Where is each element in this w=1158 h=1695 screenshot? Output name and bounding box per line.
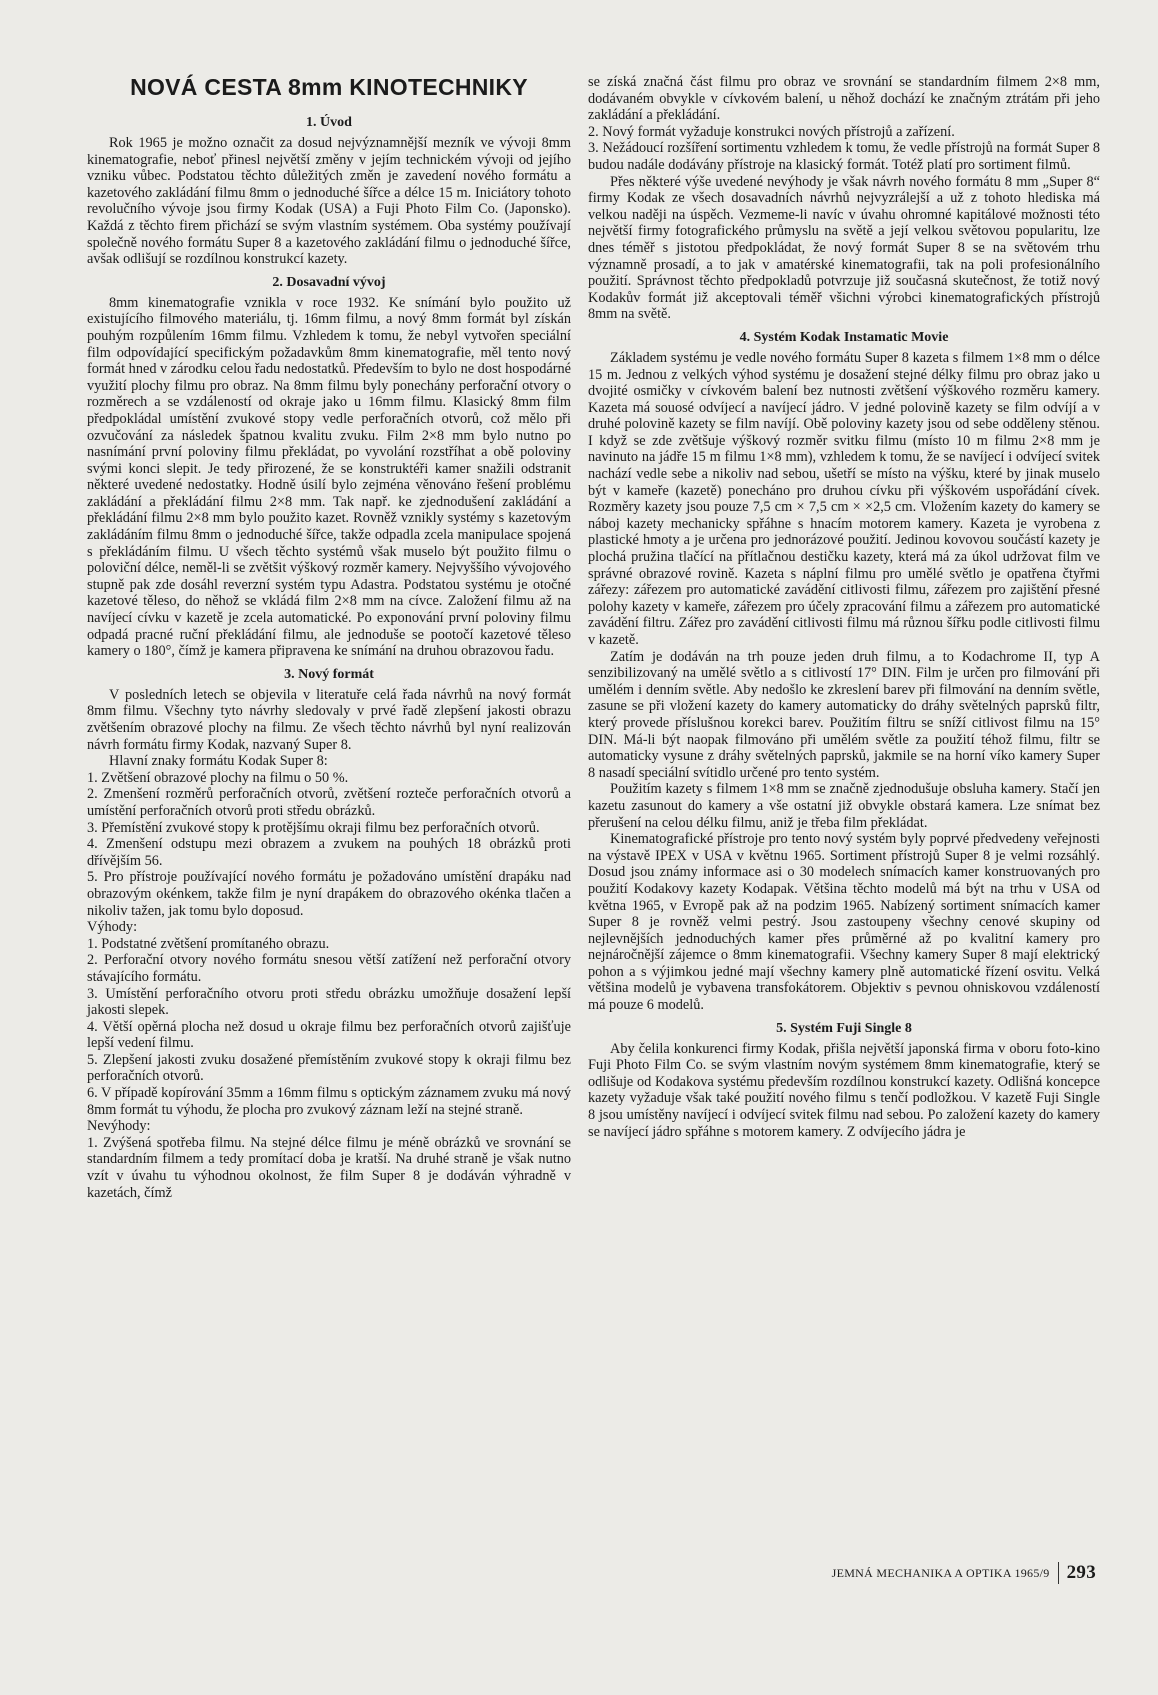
page-footer — [832, 1562, 1096, 1584]
list-item: se získá značná část filmu pro obraz ve srovnání se standardním filmem 2×8 mm, dodávaném obvykle v cívkovém balení, u něhož dochází ke značným ztrátám při jeho zakládání a překládání. — [588, 74, 1100, 124]
section-heading-3: 3. Nový formát — [284, 666, 374, 682]
right-column — [588, 74, 1100, 1140]
list-item: 2. Nový formát vyžaduje konstrukci nových přístrojů a zařízení. — [588, 123, 955, 140]
footer-divider — [1058, 1562, 1059, 1584]
list-item: 2. Zmenšení rozměrů perforačních otvorů, zvětšení rozteče perforačních otvorů a umístění perforačních otvorů proti středu obrázků. — [87, 786, 571, 819]
paragraph: Základem systému je vedle nového formátu Super 8 kazeta s filmem 1×8 mm o délce 15 m. Jednou z velkých výhod systému je dosažení stejné délky filmu pro obraz jako u dvojité osmičky v cívkovém balení bez nutnosti zvětšení výškového rozměru kamery. Kazeta má souosé odvíjecí a navíjecí jádro. V jedné polovině kazety se film odvíjí a v druhé polovině kazety se film navíjí. Obě poloviny kazety jsou od sebe odděleny stěnou. I když se zde zvětšuje výškový rozměr svitku filmu (místo 10 m filmu 2×8 mm je navinuto na jádře 15 m filmu 1×8 mm), vzhledem k tomu, že se navíjecí i odvíjecí svitek nachází vedle sebe a nikoliv nad sebou, ušetří se místo na výšku, které by jinak muselo být v kameře (kazetě) ponecháno pro druhou cívku při výškovém uspořádání cívek. Rozměry kazety jsou pouze 7,5 cm × 7,5 cm × ×2,5 cm. Vložením kazety do kamery se náboj kazety mechanicky spřáhne s hnacím motorem kamery. Kazeta je vyrobena z plastické hmoty a je určena pro jednorázové použití. Jedinou kovovou součástí kazety je plochá pružina tlačící na přítlačnou destičku kazety, která má za úkol udržovat film ve správné obrazové rovině. Kazeta s náplní filmu pro umělé světlo je opatřena čtyřmi zářezy: zářezem pro automatické zavádění citlivosti filmu, zářezem pro zajištění přesné polohy kazety v kameře, zářezem pro účely zpracování filmu a zářezem pro automatické zavádění filtru. Zářez pro zavádění citlivosti filmu má různou šířku podle citlivosti filmu v kazetě. — [588, 349, 1100, 648]
list-item: 4. Zmenšení odstupu mezi obrazem a zvukem na pouhých 18 obrázků proti dřívějším 56. — [87, 836, 571, 869]
list-item: 5. Zlepšení jakosti zvuku dosažené přemístěním zvukové stopy k okraji filmu bez perforačních otvorů. — [87, 1051, 571, 1085]
list-item: 3. Nežádoucí rozšíření sortimentu vzhledem k tomu, že vedle přístrojů na formát Super 8 budou nadále dodávány přístroje na klasický formát. Totéž platí pro sortiment filmů. — [588, 140, 1100, 173]
list-item: 1. Zvětšení obrazové plochy na filmu o 50 %. — [87, 769, 349, 786]
list-label: Výhody: — [87, 919, 138, 936]
list-item: 4. Větší opěrná plocha než dosud u okraje filmu bez perforačních otvorů zajišťuje lepší vedení filmu. — [87, 1018, 571, 1052]
paragraph: Aby čelila konkurenci firmy Kodak, přišla největší japonská firma v oboru foto-kino Fuji Photo Film Co. se svým vlastním novým systémem 8mm kinematografie, který se odlišuje od Kodakova systému především rozdílnou konstrukcí kazety. Odlišná koncepce kazety vyžaduje však také použití nového filmu s tenčí podložkou. V kazetě Fuji Single 8 jsou umístěny navíjecí i odvíjecí svitek filmu nad sebou. Po založení kazety do kamery se navíjecí jádro spřáhne s motorem kamery. Z odvíjecího jádra je — [588, 1040, 1100, 1140]
list-item: 3. Přemístění zvukové stopy k protějšímu okraji filmu bez perforačních otvorů. — [87, 819, 540, 836]
section-heading-1: 1. Úvod — [306, 115, 352, 130]
continued-list — [588, 74, 1100, 174]
paragraph: Přes některé výše uvedené nevýhody je však návrh nového formátu 8 mm „Super 8“ firmy Kodak ze všech dosavadních návrhů nejvyzrálejší a už z tohoto hlediska má velkou naději na úspěch. Vezmeme-li navíc v úvahu ohromné kapitálové možnosti této největší firmy fotografického průmyslu na světě a její velkou světovou popularitu, lze dnes téměř s jistotou předpokládat, že nový formát Super 8 se na světovém trhu významně prosadí, a to jak v amatérské kinematografii, tak na poli profesionálního použití. Správnost těchto předpokladů potvrzuje již současná skutečnost, že totiž nový Kodakův formát již akceptovali téměř všichni výrobci kinematografických přístrojů 8mm na světě. — [588, 173, 1100, 323]
paragraph: 8mm kinematografie vznikla v roce 1932. Ke snímání bylo použito už existujícího filmového materiálu, tj. 16mm filmu, a nový 8mm formát byl získán pouhým rozpůlením 16mm filmu. Vzhledem k tomu, že nebyl vytvořen speciální film odpovídající specifickým požadavkům 8mm kinematografie, měl tento nový formát hned v zárodku celou řadu nedostatků. Především to bylo ne dost hospodárné využití plochy filmu pro obraz. Na 8mm filmu byly ponechány perforační otvory o rozměrech a se vzdáleností od okraje jako u 16mm filmu. Klasický 8mm film předpokládal umístění zvukové stopy vedle perforačních otvorů, což mělo při ozvučování za následek špatnou kvalitu zvuku. Film 2×8 mm bylo nutno po nasnímání první poloviny filmu překládat, po vyvolání rozstříhat a obě poloviny svými konci slepit. Je tedy přirozené, že se konstruktéři kamer snažili odstranit některé uvedené nedostatky. Hodně úsilí bylo zejména věnováno řešení problému zakládání a překládání filmu 2×8 mm. Tak např. ke zjednodušení zakládání a překládání filmu 2×8 mm bylo použito kazet. Rovněž vznikly systémy s kazetovým zakládáním filmu 8mm o jednoduché šířce, takže odpadla zcela manipulace spojená s překládáním filmu. U všech těchto systémů však muselo být použito filmu o poloviční délce, neměl-li se zvětšit výškový rozměr kamery. Nejvyššího vývojového stupně pak zde dosáhl reverzní systém typu Adastra. Podstatou systému je otočné kazetové těleso, do něhož se vkládá film 2×8 mm na cívce. Založení filmu až na navíjecí cívku v kazetě je zcela automatické. Po exponování první poloviny filmu odpadá pracné ruční překládání filmu, ale jednoduše se pootočí kazetové těleso kamery o 180°, čímž je kamera připravena ke snímání na druhou obrazovou řadu. — [87, 294, 571, 660]
list-item: 1. Podstatné zvětšení promítaného obrazu. — [87, 935, 330, 952]
section-heading-5: 5. Systém Fuji Single 8 — [776, 1020, 912, 1036]
paragraph: Hlavní znaky formátu Kodak Super 8: — [109, 753, 328, 770]
page-number: 293 — [1066, 1562, 1096, 1583]
left-column — [87, 74, 571, 1201]
paragraph: Zatím je dodáván na trh pouze jeden druh filmu, a to Kodachrome II, typ A senzibilizovaný na umělé světlo a s citlivostí 17° DIN. Film je určen pro filmování při umělém i denním světle. Aby nedošlo ke zkreslení barev při filmování na denním světle, zasune se při vložení kazety do kamery automaticky do dráhy světelných paprsků filtr, který provede příslušnou korekci barev. Použitím filtru se sníží citlivost filmu na 15° DIN. Má-li být naopak filmováno při umělém světle za použití téhož filmu, filtr se automaticky vysune z dráhy světelných paprsků, jakmile se na horní víko kamery Super 8 nasadí speciální svítidlo určené pro tento systém. — [588, 648, 1100, 781]
article-title: NOVÁ CESTA 8mm KINOTECHNIKY — [130, 74, 528, 100]
paragraph: V posledních letech se objevila v literatuře celá řada návrhů na nový formát 8mm filmu. Všechny tyto návrhy sledovaly v prvé řadě zlepšení jakosti obrazu zvětšením obrazové plochy na filmu. Ze všech těchto návrhů byl nyní realizován návrh formátu firmy Kodak, nazvaný Super 8. — [87, 686, 571, 753]
list-item: 2. Perforační otvory nového formátu snesou větší zatížení než perforační otvory stávajícího formátu. — [87, 952, 571, 985]
paragraph: Použitím kazety s filmem 1×8 mm se značně zjednodušuje obsluha kamery. Stačí jen kazetu zasunout do kamery a vše ostatní již obvykle obstará kamera. Lze snímat bez přerušení na celou délku filmu, aniž je třeba film překládat. — [588, 781, 1100, 831]
paragraph: Kinematografické přístroje pro tento nový systém byly poprvé předvedeny veřejnosti na výstavě IPEX v USA v květnu 1965. Sortiment přístrojů Super 8 je velmi rozsáhlý. Dosud jsou známy informace asi o 30 modelech snímacích kamer konstruovaných pro použití Kodakovy kazety Kodapak. Většina těchto modelů má být na trhu v USA od května 1965, v Evropě pak až na podzim 1965. Nabízený sortiment snímacích kamer Super 8 je rovněž velmi pestrý. Jsou zastoupeny všechny cenové skupiny od nejlevnějších jednoduchých kamer přes průměrné až po kvalitní kamery pro nejnáročnější zájemce o 8mm kinematografii. Všechny kamery Super 8 mají elektrický pohon a s výjimkou jedné mají všechny kamery plně automatické řízení osvitu. Velká většina modelů je vybavena transfokátorem. Objektiv s pevnou ohniskovou vzdáleností má pouze 6 modelů. — [588, 831, 1100, 1014]
journal-name: JEMNÁ MECHANIKA A OPTIKA 1965/9 — [831, 1565, 1050, 1580]
list-item: 5. Pro přístroje používající nového formátu je požadováno umístění drapáku nad obrazovým okénkem, takže film je nyní drapákem do obrazového okénka tlačen a nikoliv tažen, jak tomu bylo doposud. — [87, 869, 571, 919]
list-item: 3. Umístění perforačního otvoru proti středu obrázku umožňuje dosažení lepší jakosti slepek. — [87, 985, 571, 1019]
section-heading-4: 4. Systém Kodak Instamatic Movie — [739, 329, 949, 345]
section-heading-2: 2. Dosavadní vývoj — [272, 274, 386, 290]
paragraph: Rok 1965 je možno označit za dosud nejvýznamnější mezník ve vývoji 8mm kinematografie, neboť přinesl největší změny v jejím technickém vývoji od jejího vzniku vůbec. Podstatou těchto důležitých změn je zavedení nového formátu a kazetového zakládání filmu 8mm o jednoduché šířce a délce 15 m. Iniciátory tohoto revolučního vývoje jsou firmy Kodak (USA) a Fuji Photo Film Co. (Japonsko). Každá z těchto firem přichází se svým vlastním systémem. Oba systémy používají společně nového formátu Super 8 a kazetového zakládání filmu o jednoduché šířce, avšak odlišují se rozdílnou konstrukcí kazety. — [87, 135, 571, 268]
feature-list — [87, 770, 571, 1201]
list-item: 6. V případě kopírování 35mm a 16mm filmu s optickým záznamem zvuku má nový 8mm formát tu výhodu, že plocha pro zvukový záznam leží na stejné straně. — [87, 1085, 571, 1118]
list-item: 1. Zvýšená spotřeba filmu. Na stejné délce filmu je méně obrázků ve srovnání se standardním filmem a tedy promítací doba je kratší. Na druhé straně je však nutno vzít v úvahu tu výhodnou okolnost, že film Super 8 je dodáván výhradně v kazetách, čímž — [87, 1134, 571, 1201]
list-label: Nevýhody: — [87, 1118, 151, 1135]
